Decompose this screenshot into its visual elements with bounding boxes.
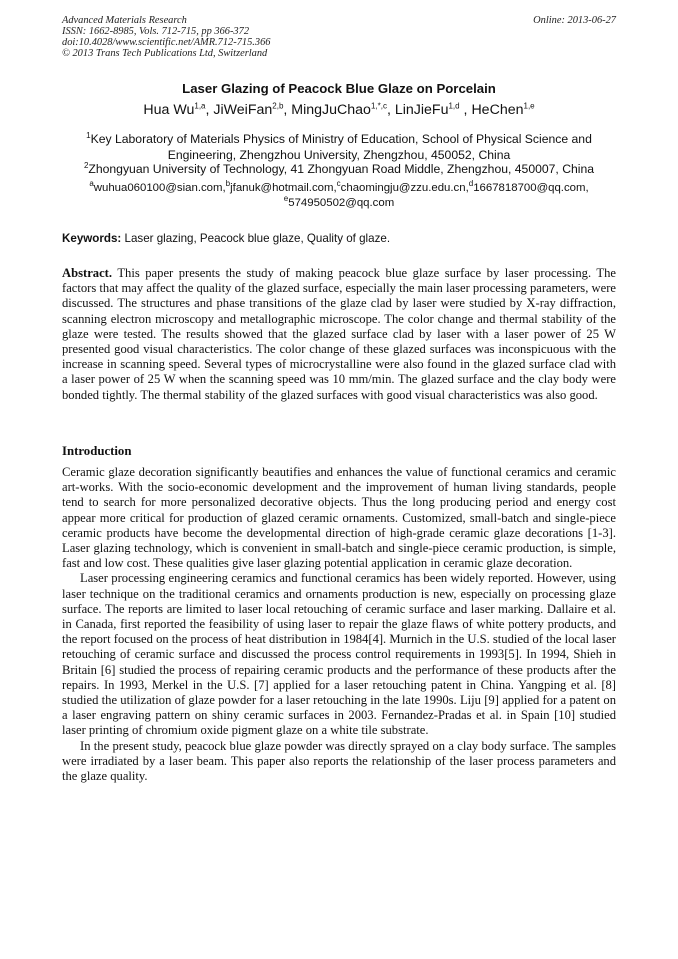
- doi-line: doi:10.4028/www.scientific.net/AMR.712-715.366: [62, 37, 271, 48]
- email-link[interactable]: wuhua060100@sian.com: [93, 182, 223, 194]
- author-name: LinJieFu: [394, 102, 449, 118]
- section-heading-introduction: Introduction: [62, 444, 132, 458]
- abstract-text: This paper presents the study of making peacock blue glaze surface by laser processing. The factors that may affect the quality of the glazed surface, especially the main laser processing parameters, were discussed. The structures and phase transitions of the glaze clad by laser were studied by X-ray diffraction, scanning electron microscopy and metallographic microscope. The color change and thermal stability of the glaze were tested. The results showed that the glazed surface clad by laser with a laser power of 25 W presented good visual characteristics. The color change of these glazed surfaces was inconspicuous with the increase in scanning speed. Several types of microcrystalline were also found in the glazed surface clad with a laser power of 25 W when the scanning speed was 10 mm/min. The glazed surface and the clay body were bonded tightly. The thermal stability of the glazed surfaces with good visual characteristics was also good.: [62, 266, 616, 402]
- email-sup: a: [89, 179, 94, 189]
- author-name: HeChen: [471, 102, 524, 118]
- paragraph: Ceramic glaze decoration significantly beautifies and enhances the value of functional ceramics and ceramic art-works. With the socio-economic development and the improvement of human living standards, people tend to search for more personalized decorative objects. Thus the long producing period and energy cost appear more critical for production of glazed ceramic ornaments. Customized, small-batch and single-piece ceramic products have become the developmental direction of high-grade ceramic glaze decorations [1-3]. Laser glazing technology, which is convenient in small-batch and single-piece ceramic production, is simple, fast and low cost. These qualities give laser glazing potential application in ceramic glaze decoration.: [62, 465, 616, 571]
- keywords-text: Laser glazing, Peacock blue glaze, Quality of glaze.: [124, 232, 391, 245]
- author-name: Hua Wu: [143, 102, 195, 118]
- affiliation-text: Zhongyuan University of Technology, 41 Zhongyuan Road Middle, Zhengzhou, 450007, China: [88, 162, 595, 176]
- keywords: [62, 232, 616, 246]
- paragraph: Laser processing engineering ceramics and functional ceramics has been widely reported. However, using laser technique on the traditional ceramics and ornaments production is new, especially on processing glaze surface. The reports are limited to laser local retouching of ceramic surface and laser marking. Dallaire et al. in Canada, first reported the feasibility of using laser to repair the glaze flaws of white pottery products, and the report focused on the process of heat distribution in 1984[4]. Murnich in the U.S. studied of the local laser retouching of ceramic surface and discussed the process control requirements in 1993[5]. In 1994, Shieh in Britain [6] studied the process of repairing ceramic products and the performance of these products after the repairs. In 1993, Merkel in the U.S. [7] applied for a laser retouching patent in China. Yangping et al. [8] studied the utilization of glaze powder for a laser retouching in the late 1990s. Liju [9] applied for a patent on a laser engraving pattern on shiny ceramic surfaces in 2003. Fernandez-Pradas et al. in Spain [10] studied laser printing of chromium oxide pigment glaze on a white tile substrate.: [62, 571, 616, 738]
- email-link[interactable]: 574950502@qq.com: [288, 197, 395, 209]
- affiliation-sup: 1: [86, 130, 91, 140]
- author-sup: 1,d: [448, 101, 460, 111]
- email-link[interactable]: chaomingju@zzu.edu.cn: [340, 182, 466, 194]
- email-sup: b: [225, 179, 231, 189]
- issn-line: ISSN: 1662-8985, Vols. 712-715, pp 366-372: [62, 26, 250, 37]
- author-list: Hua Wu$^{1,a}$, JiWeiFan$^{2,b}$, MingJuChao$^{1,*,c}$, LinJieFu$^{1,d}$ , HeChen$^{1,e}$: [143, 101, 535, 118]
- author-name: MingJuChao: [291, 102, 371, 118]
- journal-header: [62, 15, 616, 59]
- author-name: JiWeiFan: [213, 102, 273, 118]
- author-sup: 1,*,c: [370, 101, 387, 111]
- author-sup: 2,b: [272, 101, 284, 111]
- journal-name: Advanced Materials Research: [62, 15, 187, 26]
- paper-title: Laser Glazing of Peacock Blue Glaze on Porcelain: [182, 81, 496, 96]
- affiliation-sup: 2: [83, 160, 89, 170]
- online-date: Online: 2013-06-27: [533, 15, 616, 26]
- email-sup: d: [468, 179, 474, 189]
- abstract: [62, 266, 616, 403]
- email-list: $^a$wuhua060100@sian.com,$^b$jfanuk@hotmail.com,$^c$chaomingju@zzu.edu.cn,$^d$1667818700@qq.com, $^e$574950502@qq.com: [89, 179, 589, 209]
- affiliation-1: [62, 131, 616, 163]
- copyright-line: © 2013 Trans Tech Publications Ltd, Switzerland: [62, 48, 268, 59]
- email-link[interactable]: 1667818700@qq.com: [473, 182, 586, 194]
- abstract-label: Abstract.: [62, 266, 113, 280]
- email-link[interactable]: jfanuk@hotmail.com: [230, 182, 334, 194]
- introduction-body: [62, 465, 616, 784]
- keywords-label: Keywords:: [62, 232, 122, 245]
- paragraph: In the present study, peacock blue glaze powder was directly sprayed on a clay body surface. The samples were irradiated by a laser beam. This paper also reports the relationship of the laser process parameters and the glaze quality.: [62, 738, 616, 784]
- author-sup: 1,e: [523, 101, 535, 111]
- affiliation-text: Key Laboratory of Materials Physics of Ministry of Education, School of Physical Science and Engineering, Zhengzhou University, Zhengzhou, 450052, China: [90, 132, 592, 162]
- affiliation-2: [62, 161, 616, 177]
- email-sup: c: [336, 179, 341, 189]
- author-sup: 1,a: [194, 101, 206, 111]
- email-sup: e: [283, 194, 289, 204]
